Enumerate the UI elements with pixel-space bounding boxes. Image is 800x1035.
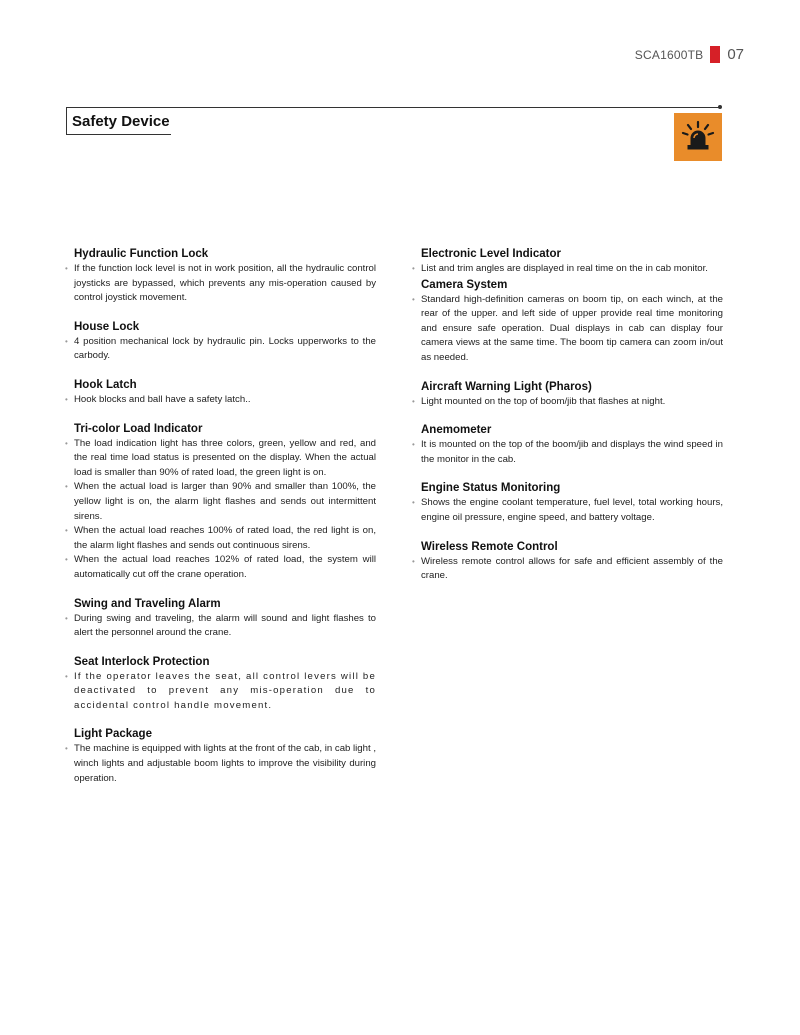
section-aircraft-warning-light: [419, 381, 723, 410]
section-heading: Aircraft Warning Light (Pharos): [421, 380, 592, 393]
bullet-item: • 4 position mechanical lock by hydraulic pin. Locks upperworks to the carbody.: [72, 335, 376, 364]
bullet-item: • It is mounted on the top of the boom/jib and displays the wind speed in the monitor in the cab.: [419, 438, 723, 467]
bullet-item: • During swing and traveling, the alarm will sound and light flashes to alert the personnel around the crane.: [72, 612, 376, 641]
section-swing-traveling-alarm: [72, 598, 376, 641]
bullet-item: • List and trim angles are displayed in real time on the in cab monitor.: [419, 262, 723, 277]
bullet-item: • If the function lock level is not in work position, all the hydraulic control joysticks are bypassed, which prevents any mis-operation caused by control joystick movement.: [72, 262, 376, 306]
section-hydraulic-function-lock: [72, 248, 376, 306]
model-name: SCA1600TB: [634, 47, 704, 62]
left-column: [72, 248, 376, 786]
bullet-item: • When the actual load reaches 100% of rated load, the red light is on, the alarm light flashes and sends out continuous sirens.: [72, 524, 376, 553]
bullet-item: • When the actual load is larger than 90% and smaller than 100%, the yellow light is on, the alarm light flashes and sends out intermittent sirens.: [72, 480, 376, 524]
section-heading: Electronic Level Indicator: [421, 248, 561, 260]
section-heading: Light Package: [74, 728, 152, 741]
warning-siren-icon: [674, 113, 722, 161]
section-camera-system: [419, 279, 723, 366]
title-rule-dot: [718, 105, 722, 109]
section-hook-latch: [72, 379, 376, 408]
section-heading: Anemometer: [421, 424, 492, 437]
bullet-item: • If the operator leaves the seat, all control levers will be deactivated to prevent any mis-operation due to accidental control handle movement.: [72, 670, 376, 714]
right-column: [419, 248, 723, 584]
header-red-bar: [710, 46, 720, 63]
section-heading: Tri-color Load Indicator: [74, 422, 203, 435]
page-number: 07: [727, 46, 744, 63]
section-tri-color-load-indicator: [72, 423, 376, 583]
bullet-item: • The machine is equipped with lights at the front of the cab, in cab light , winch lights and adjustable boom lights to improve the visibility during operation.: [72, 742, 376, 786]
section-heading: Engine Status Monitoring: [421, 482, 561, 495]
bullet-item: • The load indication light has three colors, green, yellow and red, and the real time load status is presented on the display. When the actual load is smaller than 90% of rated load, the green light is on.: [72, 437, 376, 481]
section-wireless-remote-control: [419, 541, 723, 584]
section-light-package: [72, 728, 376, 786]
section-electronic-level-indicator: [419, 248, 723, 277]
section-anemometer: [419, 424, 723, 467]
bullet-item: • Standard high-definition cameras on boom tip, on each winch, at the rear of the upper. and left side of upper provide real time monitoring and ensure safe operation. Dual displays in cab can display four camera views at the same time. The boom tip camera can zoom in/out as needed.: [419, 293, 723, 366]
section-heading: Hook Latch: [74, 378, 137, 391]
page-header: [635, 46, 744, 63]
section-engine-status-monitoring: [419, 482, 723, 525]
section-heading: Seat Interlock Protection: [74, 655, 210, 668]
bullet-item: • Light mounted on the top of boom/jib that flashes at night.: [419, 395, 723, 410]
section-heading: Camera System: [421, 278, 508, 291]
section-heading: House Lock: [74, 320, 140, 333]
section-heading: Swing and Traveling Alarm: [74, 597, 221, 610]
section-seat-interlock-protection: [72, 656, 376, 714]
section-heading: Wireless Remote Control: [421, 540, 558, 553]
page-title: Safety Device: [72, 113, 170, 130]
bullet-item: • When the actual load reaches 102% of rated load, the system will automatically cut off the crane operation.: [72, 553, 376, 582]
bullet-item: • Shows the engine coolant temperature, fuel level, total working hours, engine oil pressure, engine speed, and battery voltage.: [419, 496, 723, 525]
bullet-item: • Hook blocks and ball have a safety latch..: [72, 393, 376, 408]
bullet-item: • Wireless remote control allows for safe and efficient assembly of the crane.: [419, 555, 723, 584]
section-heading: Hydraulic Function Lock: [74, 248, 209, 260]
section-house-lock: [72, 321, 376, 364]
